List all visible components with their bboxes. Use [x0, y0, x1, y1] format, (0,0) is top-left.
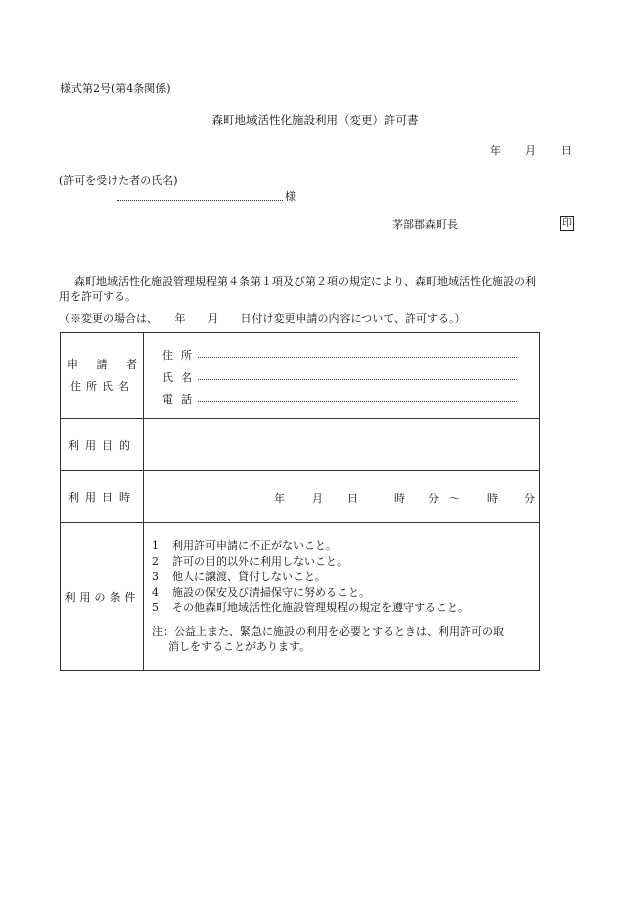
conditions-note: 注：公益上また、緊急に施設の利用を必要とするときは、利用許可の取 消しをすることがあります。 [152, 624, 504, 654]
datetime-minute-start: 分 [428, 491, 439, 505]
phone-field-row[interactable] [144, 387, 539, 409]
condition-item: 4 施設の保安及び清掃保守に努めること。 [152, 585, 370, 599]
name-line[interactable] [198, 379, 517, 380]
datetime-minute-end: 分 [524, 491, 535, 505]
condition-item: 1 利用許可申請に不正がないこと。 [152, 539, 337, 553]
phone-label: 電話 [162, 392, 200, 406]
permit-table [60, 332, 540, 671]
purpose-row [61, 419, 540, 471]
applicant-label-line2: 住所氏名 [70, 379, 134, 393]
datetime-tilde: ～ [449, 491, 460, 505]
document-title: 森町地域活性化施設利用（変更）許可書 [211, 113, 419, 127]
datetime-year: 年 [274, 491, 285, 505]
address-field-row[interactable] [144, 343, 539, 365]
purpose-input-cell[interactable] [144, 419, 540, 471]
name-field-row[interactable] [144, 365, 539, 387]
applicant-label-char: 者 [126, 357, 137, 371]
condition-item: 5 その他森町地域活性化施設管理規程の規定を遵守すること。 [152, 601, 469, 615]
date-day-label: 日 [561, 144, 572, 157]
applicant-row [61, 333, 540, 419]
datetime-month: 月 [312, 491, 323, 505]
conditions-label: 利用の条件 [64, 590, 140, 604]
date-month-label: 月 [525, 144, 536, 157]
change-note: （※変更の場合は、 年 月 日付け変更申請の内容について、許可する。） [59, 312, 466, 325]
datetime-row [61, 471, 540, 523]
conditions-cell [144, 523, 540, 671]
conditions-label-cell [61, 523, 144, 671]
issuer-name: 茅部郡森町長 [392, 218, 458, 231]
condition-item: 3 他人に譲渡、貸付しないこと。 [152, 570, 326, 584]
condition-item: 2 許可の目的以外に利用しないこと。 [152, 554, 348, 568]
seal-mark: 印 [562, 218, 572, 229]
datetime-label: 利用日時 [68, 490, 136, 504]
address-label: 住所 [162, 348, 200, 362]
purpose-label: 利用目的 [68, 438, 136, 452]
datetime-day: 日 [347, 491, 358, 505]
datetime-input-cell[interactable] [144, 471, 540, 523]
purpose-label-cell [61, 419, 144, 471]
permission-text-line1: 森町地域活性化施設管理規程第４条第１項及び第２項の規定により、森町地域活性化施設の利 [74, 275, 536, 288]
recipient-label: (許可を受けた者の氏名) [59, 174, 178, 187]
honorific-sama: 様 [285, 190, 296, 203]
permission-text-line2: 用を許可する。 [59, 290, 136, 303]
applicant-label-char: 申 [67, 357, 78, 371]
datetime-label-cell [61, 471, 144, 523]
applicant-label-cell [61, 333, 144, 419]
form-number: 様式第2号(第4条関係) [60, 82, 171, 95]
recipient-name-line[interactable] [117, 190, 283, 201]
phone-line[interactable] [198, 401, 517, 402]
datetime-hour-end: 時 [487, 491, 498, 505]
date-year-label: 年 [490, 144, 501, 157]
name-label: 氏名 [162, 370, 200, 384]
conditions-row [61, 523, 540, 671]
applicant-label-char: 請 [96, 357, 108, 371]
applicant-fields-cell [144, 333, 540, 419]
address-line[interactable] [198, 357, 517, 358]
datetime-hour-start: 時 [394, 491, 405, 505]
